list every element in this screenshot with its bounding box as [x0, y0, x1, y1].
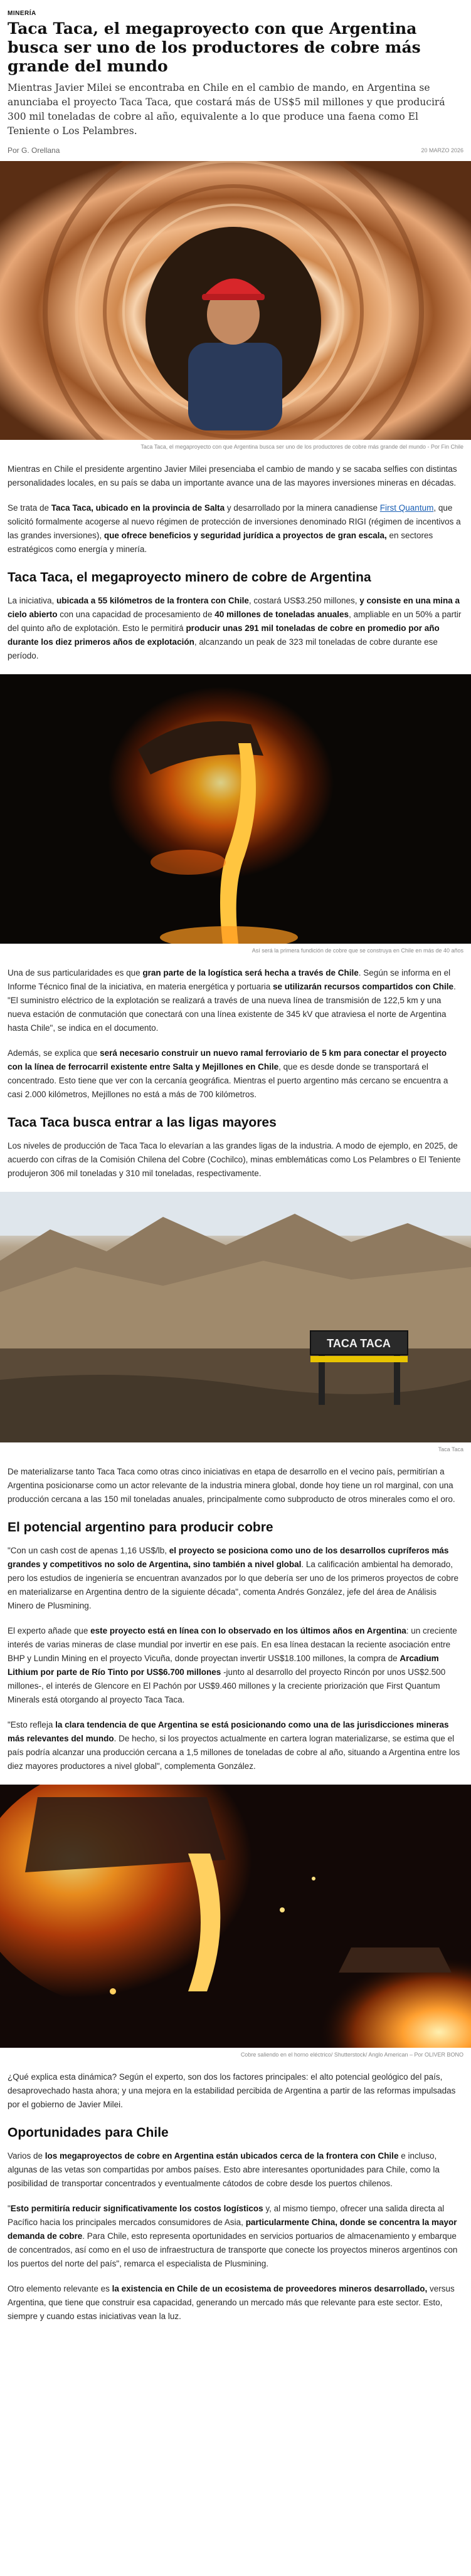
heading-oportunidades-chile: Oportunidades para Chile — [8, 2125, 169, 2140]
copper-coil-worker-illustration — [0, 161, 471, 440]
bold-text: este proyecto está en línea con lo observado en los últimos años en Argentina — [90, 1626, 406, 1635]
text-run: . De hecho, si los proyectos actualmente en cartera logran materializarse, se estima que el país podría alcanzar una producción cercana a 1,5 millones de toneladas de cobre al año, situando a Argentina entre los diez mayores productores a nivel global", complementa González. — [8, 1734, 460, 1771]
text-run: . Para Chile, esto representa oportunidades en servicios portuarios de almacenamiento y embarque de concentrados, así como en el uso de infraestructura de transporte que conecte los proyectos mineros argentinos con los puertos del norte del país", remarca el especialista de Plusmining. — [8, 2231, 458, 2268]
paragraph-10 — [0, 1718, 471, 1773]
bold-text: los megaproyectos de cobre en Argentina están ubicados cerca de la frontera con Chile — [45, 2151, 399, 2161]
headline: Taca Taca, el megaproyecto con que Argentina busca ser uno de los productores de cobre más grande del mundo — [8, 19, 421, 75]
text-run: , costará US$3.250 millones, — [248, 596, 360, 605]
paragraph-2 — [0, 501, 471, 556]
text-run: Varios de — [8, 2151, 45, 2161]
photo-caption-4: Cobre saliendo en el horno eléctrico/ Shutterstock/ Anglo American – Por OLIVER BONO — [240, 2052, 463, 2058]
text-run: . "El suministro eléctrico de la explotación se realizará a través de una nueva línea de transmisión de 122,5 km y una nueva estación de conmutación que conectará con una línea existente de 345 kV que atraviesa el norte de Argentina hasta Chile", se indica en el documento. — [8, 982, 456, 1033]
paragraph-3 — [0, 594, 471, 663]
bold-text: se utilizarán recursos compartidos con Chile — [272, 982, 454, 991]
byline-prefix: Por — [8, 146, 19, 155]
paragraph-5 — [0, 1046, 471, 1102]
paragraph-4 — [0, 966, 471, 1035]
bold-text: Taca Taca, ubicado en la provincia de Salta — [51, 503, 225, 513]
furnace-photo — [0, 1785, 471, 2048]
section-tag[interactable]: MINERÍA — [8, 10, 36, 17]
photo-caption-3: Taca Taca — [438, 1446, 463, 1452]
heading-ligas-mayores: Taca Taca busca entrar a las ligas mayores — [8, 1115, 277, 1130]
text-run: Una de sus particularidades es que — [8, 968, 143, 978]
inline-link[interactable]: First Quantum — [379, 503, 434, 513]
site-sign-text: TACA TACA — [327, 1337, 391, 1350]
bold-text: Arcadium Lithium por parte de Río Tinto por US$6.700 millones — [8, 1654, 439, 1677]
hero-photo — [0, 161, 471, 440]
photo-caption-2: Así será la primera fundición de cobre que se construya en Chile en más de 40 años — [251, 947, 463, 954]
heading-taca-taca-megaproyecto: Taca Taca, el megaproyecto minero de cobre de Argentina — [8, 570, 371, 585]
bold-text: gran parte de la logística será hecha a través de Chile — [142, 968, 359, 978]
text-run: : un creciente interés de varias mineras de clase mundial por invertir en ese país. En esa línea destacan la reciente asociación entre BHP y Lundin Mining en el proyecto Vicuña, donde proyectan invertir US$18.100 millones, la compra de — [8, 1626, 457, 1663]
text-run: y, al mismo tiempo, ofrecer una salida directa al Pacífico hacia los principales mercados consumidores de Asia, — [8, 2204, 445, 2227]
lead-paragraph: Mientras Javier Milei se encontraba en Chile en el cambio de mando, en Argentina se anunciaba el proyecto Taca Taca, que costará más de US$5 mil millones y que producirá 300 mil toneladas de cobre al año, equivalente a lo que produce una faena como El Teniente o Los Pelambres. — [8, 82, 445, 137]
furnace-pour-illustration — [0, 1785, 471, 2048]
text-run: El experto añade que — [8, 1626, 91, 1635]
text-run: , alcanzando un peak de 323 mil toneladas de cobre durante ese período. — [8, 637, 438, 660]
paragraph-1: Mientras en Chile el presidente argentino Javier Milei presenciaba el cambio de mando y se sacaba selfies con distintas personalidades locales, en su país se daba un importante avance una de las mayores inversiones mineras en décadas. — [8, 464, 457, 488]
text-run: La iniciativa, — [8, 596, 57, 605]
paragraph-12 — [0, 2149, 471, 2191]
text-run: Se trata de — [8, 503, 51, 513]
bold-text: 40 millones de toneladas anuales — [214, 610, 349, 619]
bold-text: que ofrece beneficios y seguridad jurídica a proyectos de gran escala, — [103, 531, 387, 540]
bold-text: particularmente China, donde se concentra la mayor demanda de cobre — [8, 2218, 457, 2241]
bold-text: la clara tendencia de que Argentina se está posicionando como una de las jurisdicciones mineras más relevantes del mundo — [8, 1720, 449, 1743]
text-run: "Esto refleja — [8, 1720, 56, 1729]
paragraph-7: De materializarse tanto Taca Taca como otras cinco iniciativas en etapa de desarrollo en el vecino país, permitirían a Argentina posicionarse como un actor relevante de la industria minera global, donde hoy tiene un rol marginal, con una producción cercana a las 150 mil toneladas anuales, principalmente como subproducto de otros minerales como el oro. — [8, 1467, 455, 1504]
text-run: "Con un cash cost de apenas 1,16 US$/lb, — [8, 1546, 169, 1555]
text-run: en sectores estratégicos como energía y minería. — [8, 531, 433, 554]
bold-text: será necesario construir un nuevo ramal ferroviario de 5 km para conectar el proyecto con la línea de ferrocarril existente entre Salta y Mejillones en Chile — [8, 1048, 447, 1072]
text-run: Otro elemento relevante es — [8, 2284, 112, 2293]
text-run: versus Argentina, que tiene que construir esa capacidad, generando un mercado más que relevante para este sector. Esto, siempre y cuando estas iniciativas vean la luz. — [8, 2284, 455, 2321]
text-run: " — [8, 2204, 11, 2213]
text-run: , que solicitó formalmente acogerse al nuevo régimen de protección de inversiones denominado RIGI (régimen de incentivos a las grandes inversiones), — [8, 503, 461, 540]
photo-caption-1: Taca Taca, el megaproyecto con que Argentina busca ser uno de los productores de cobre más grande del mundo - Por Fin Chile — [140, 444, 463, 450]
bold-text: ubicada a 55 kilómetros de la frontera con Chile — [56, 596, 249, 605]
bold-text: la existencia en Chile de un ecosistema de proveedores mineros desarrollado, — [112, 2284, 428, 2293]
text-run: , ampliable en un 50% a partir del quinto año de explotación. Esto le permitirá — [8, 610, 462, 633]
text-run: . La calificación ambiental ha demorado, pero los estudios de ingeniería se encuentran avanzados por lo que debería ser uno de los primeros proyectos de cobre en materializarse en Argentina dentro de la siguiente década", comenta Andrés González, jefe del área de Análisis Minero de Plusmining. — [8, 1560, 458, 1610]
molten-pour-illustration — [0, 674, 471, 944]
desert-sign-illustration — [0, 1192, 471, 1442]
byline-row — [0, 138, 471, 161]
paragraph-13 — [0, 2202, 471, 2271]
text-run: e incluso, algunas de las vetas son compartidas por ambos países. Esto abre interesantes oportunidades para Chile, como la posibilidad de transportar concentrados y eventualmente cátodos de cobre desde los puertos chilenos. — [8, 2151, 440, 2188]
taca-taca-site-photo — [0, 1192, 471, 1442]
paragraph-9 — [0, 1624, 471, 1707]
bold-text: Esto permitiría reducir significativamente los costos logísticos — [10, 2204, 263, 2213]
heading-potencial-argentino: El potencial argentino para producir cobre — [8, 1520, 273, 1535]
text-run: con una capacidad de procesamiento de — [57, 610, 215, 619]
author-link[interactable]: G. Orellana — [21, 146, 60, 155]
molten-copper-photo — [0, 674, 471, 944]
bold-text: y consiste en una mina a cielo abierto — [8, 596, 460, 619]
text-run: . Según se informa en el Informe Técnico final de la iniciativa, en materia energética y portuaria — [8, 968, 451, 991]
text-run: -junto al desarrollo del proyecto Rincón por unos US$2.500 millones-, el interés de Glencore en El Pachón por US$9.460 millones y la creciente priorización que First Quantum Minerals está otorgando al proyecto Taca Taca. — [8, 1667, 446, 1704]
byline — [8, 146, 60, 155]
text-run: , que es desde donde se transportará el concentrado. Esto tiene que ver con la cercanía geográfica. Mientras el puerto argentino más cercano se encuentra a casi 2.000 kilómetros, Mejillones no está a más de 700 kilómetros. — [8, 1062, 448, 1099]
paragraph-8 — [0, 1544, 471, 1613]
publish-date: 20 MARZO 2026 — [421, 147, 463, 154]
bold-text: producir unas 291 mil toneladas de cobre en promedio por año durante los diez primeros años de explotación — [8, 623, 440, 647]
paragraph-6: Los niveles de producción de Taca Taca lo elevarían a las grandes ligas de la industria. A modo de ejemplo, en 2025, de acuerdo con cifras de la Comisión Chilena del Cobre (Cochilco), minas emblemáticas como Los Pelambres o El Teniente produjeron 306 mil toneladas y 310 mil toneladas, respectivamente. — [8, 1141, 461, 1178]
paragraph-14 — [0, 2282, 471, 2323]
text-run: y desarrollado por la minera canadiense — [225, 503, 380, 513]
bold-text: el proyecto se posiciona como uno de los desarrollos cupríferos más grandes y competitivos no solo de Argentina, sino también a nivel global — [8, 1546, 449, 1569]
text-run: Además, se explica que — [8, 1048, 100, 1058]
paragraph-11: ¿Qué explica esta dinámica? Según el experto, son dos los factores principales: el alto potencial geológico del país, desaprovechado hasta ahora; y una mejora en la estabilidad percibida de Argentina a partir de las reformas impulsadas por el gobierno de Javier Milei. — [8, 2072, 456, 2109]
